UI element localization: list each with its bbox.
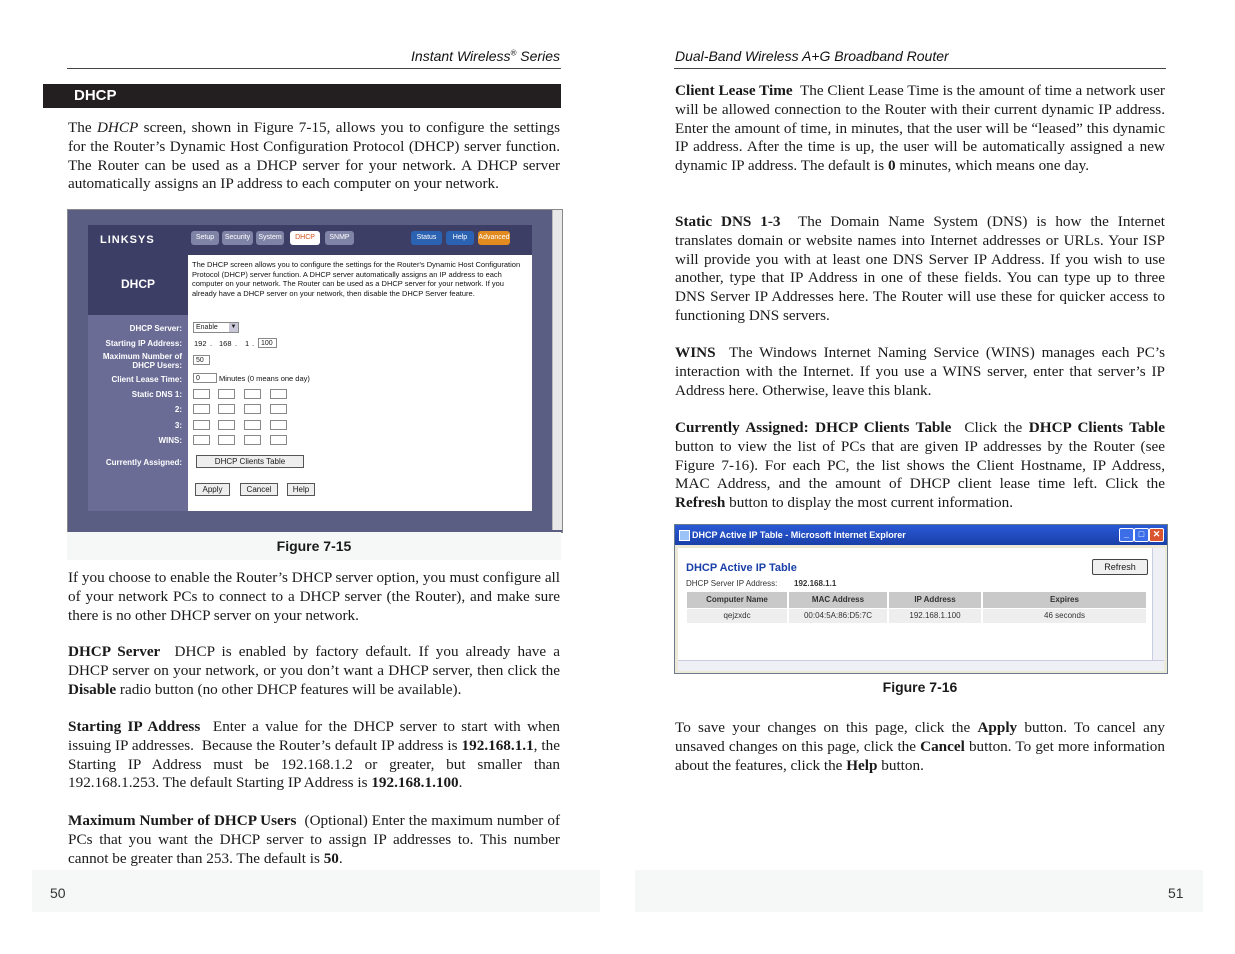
tab-advanced[interactable]: Advanced	[478, 231, 510, 245]
ip-dots-3: .	[252, 339, 255, 348]
refresh-button[interactable]: Refresh	[1092, 559, 1148, 575]
starting-ip-last-octet[interactable]: 100	[258, 338, 277, 348]
right-header-rule	[674, 68, 1166, 69]
label-dns3: 3:	[174, 421, 182, 430]
apply-ref: Apply	[977, 719, 1018, 736]
enable-paragraph: If you choose to enable the Router’s DHCP server option, you must configure all of your network PCs to connect to a DHCP server (the Router), and make sure there is no other DHCP server on your network.	[68, 569, 560, 624]
wins-paragraph	[675, 344, 1169, 400]
starting-ip-text-b: , the Starting IP Address must be 192.168.1.2 or greater, but smaller than 192.168.1.253. The default Starting IP Address is	[68, 736, 560, 792]
ip-part-2: 168	[219, 339, 232, 348]
router-form-panel	[188, 315, 532, 511]
ip-part-1: 192	[194, 339, 207, 348]
wins-term: WINS	[675, 344, 716, 361]
right-running-header: Dual-Band Wireless A+G Broadband Router	[675, 48, 949, 64]
ie-vertical-scrollbar[interactable]	[1152, 548, 1165, 660]
label-dns1: Static DNS 1:	[131, 390, 182, 399]
dns-term: Static DNS 1-3	[675, 213, 781, 230]
dhcp-server-paragraph	[68, 643, 564, 699]
left-header-rule	[67, 68, 561, 69]
figure-15-caption: Figure 7-15	[276, 538, 352, 554]
router-label-column	[88, 315, 188, 511]
cell-computer-name: qejzxdc	[687, 609, 787, 623]
apply-button[interactable]: Apply	[195, 483, 230, 496]
lease-default: 0	[888, 157, 896, 175]
lease-text-a: The Client Lease Time is the amount of time a network user will be allowed connection to the Router with their current dynamic IP address. Enter the amount of time, in minutes, that the user will be “leased” this dynamic IP address. After the time is up, the user will be automatically assigned a new dynamic IP address. The default is	[675, 82, 1169, 175]
wins-octet-4[interactable]	[270, 435, 287, 445]
wins-octet-2[interactable]	[218, 435, 235, 445]
left-running-header	[300, 48, 560, 64]
max-users-input[interactable]: 50	[193, 355, 210, 365]
left-page-shade	[32, 870, 600, 912]
wins-octet-3[interactable]	[244, 435, 261, 445]
clients-table-term: Currently Assigned: DHCP Clients Table	[675, 419, 952, 436]
dns2-octet-4[interactable]	[270, 404, 287, 414]
save-text-c: button. To get more information about the features, click the	[675, 737, 1165, 774]
wins-octet-1[interactable]	[193, 435, 210, 445]
save-paragraph	[675, 719, 1165, 775]
ie-app-icon	[679, 530, 690, 541]
left-page-number: 50	[50, 885, 66, 901]
label-max-users-1: Maximum Number of	[102, 352, 182, 361]
ie-heading: DHCP Active IP Table	[686, 562, 797, 574]
dns2-octet-1[interactable]	[193, 404, 210, 414]
starting-ip-text-c: .	[458, 774, 463, 792]
chevron-down-icon: ▼	[230, 324, 237, 330]
cell-expires: 46 seconds	[983, 609, 1146, 623]
clients-table-text-b: button to view the list of PCs that are given IP addresses by the Router (see Figure 7-16). For each PC, the list shows the Client Hostname, IP Address, MAC Address, and the amount of DHCP client lease time left. Click the	[675, 437, 1165, 493]
tab-setup[interactable]: Setup	[191, 231, 219, 245]
refresh-ref: Refresh	[675, 494, 726, 512]
dhcp-server-select[interactable]: Enable	[193, 322, 239, 333]
label-lease-time: Client Lease Time:	[111, 375, 182, 384]
dns2-octet-2[interactable]	[218, 404, 235, 414]
max-users-text-b: .	[338, 849, 343, 867]
linksys-logo: LINKSYS	[100, 234, 155, 246]
col-mac-address: MAC Address	[789, 592, 887, 608]
tab-help[interactable]: Help	[446, 231, 474, 245]
label-wins: WINS:	[158, 436, 182, 445]
ie-title-bar	[675, 525, 1167, 545]
label-max-users-2: DHCP Users:	[132, 361, 182, 370]
max-users-term: Maximum Number of DHCP Users	[68, 812, 297, 829]
right-page-shade	[635, 870, 1203, 912]
figure-16-caption: Figure 7-16	[882, 679, 958, 695]
col-ip-address: IP Address	[889, 592, 981, 608]
dns3-octet-2[interactable]	[218, 420, 235, 430]
router-dhcp-screenshot	[67, 209, 563, 533]
close-icon[interactable]: ✕	[1149, 528, 1164, 542]
intro-text-a: The	[68, 119, 97, 136]
lease-term: Client Lease Time	[675, 82, 793, 99]
router-title-panel	[88, 255, 188, 315]
label-dns2: 2:	[174, 405, 182, 414]
dns1-octet-3[interactable]	[244, 389, 261, 399]
starting-ip-text-a: Enter a value for the DHCP server to start with when issuing IP addresses. Because the Router’s default IP address is	[68, 718, 564, 754]
starting-ip-paragraph	[68, 718, 564, 793]
dhcp-server-text-b: radio button (no other DHCP features will be available).	[116, 680, 462, 698]
wins-text: The Windows Internet Naming Service (WINS) manages each PC’s interaction with the Internet. If you use a WINS server, enter that server’s IP Address here. Otherwise, leave this blank.	[675, 344, 1169, 399]
ip-dots-2: .	[235, 339, 238, 348]
save-text-b: button. To cancel any unsaved changes on this page, click the	[675, 719, 1166, 755]
section-title-bar	[43, 84, 561, 108]
dhcp-server-disable: Disable	[68, 680, 117, 698]
lease-time-input[interactable]: 0	[193, 373, 217, 383]
label-currently-assigned: Currently Assigned:	[105, 458, 182, 467]
header-text: Instant Wireless	[411, 48, 511, 64]
dns-paragraph	[675, 213, 1169, 326]
tab-status[interactable]: Status	[411, 231, 442, 245]
dhcp-server-term: DHCP Server	[68, 643, 161, 660]
ie-client-area	[675, 545, 1167, 673]
tab-security[interactable]: Security	[222, 231, 253, 245]
clients-table-button-ref: DHCP Clients Table	[1028, 419, 1165, 436]
ie-horizontal-scrollbar[interactable]	[678, 660, 1164, 671]
dhcp-clients-table-button[interactable]: DHCP Clients Table	[196, 455, 304, 468]
max-users-default: 50	[323, 849, 339, 867]
dns3-octet-4[interactable]	[270, 420, 287, 430]
help-ref: Help	[846, 756, 878, 774]
dhcp-server-text-a: DHCP is enabled by factory default. If you already have a DHCP server on your network, or you don’t want a DHCP server, then click the	[68, 643, 564, 679]
tab-dhcp[interactable]: DHCP	[290, 231, 320, 245]
save-text-d: button.	[877, 756, 924, 774]
section-title: DHCP	[74, 87, 117, 104]
ie-server-label: DHCP Server IP Address:	[686, 579, 778, 588]
router-top-bar	[88, 225, 532, 255]
tab-snmp[interactable]: SNMP	[325, 231, 354, 245]
ie-window-title: DHCP Active IP Table - Microsoft Internet Explorer	[692, 530, 906, 540]
help-button[interactable]: Help	[287, 483, 315, 496]
cell-mac-address: 00:04:5A:86:D5:7C	[789, 609, 887, 623]
minimize-icon[interactable]: _	[1119, 528, 1134, 542]
router-scrollbar[interactable]	[552, 210, 562, 530]
dns3-octet-3[interactable]	[244, 420, 261, 430]
label-starting-ip: Starting IP Address:	[105, 339, 182, 348]
right-page-number: 51	[1168, 885, 1184, 901]
clients-table-text-c: button to display the most current information.	[725, 494, 1014, 512]
default-starting-ip: 192.168.1.100	[371, 774, 459, 792]
intro-emphasis: DHCP	[96, 119, 139, 136]
col-expires: Expires	[983, 592, 1146, 608]
cancel-ref: Cancel	[920, 737, 965, 755]
ie-server-ip: 192.168.1.1	[794, 579, 837, 588]
intro-paragraph	[68, 119, 560, 194]
dns1-octet-4[interactable]	[270, 389, 287, 399]
ip-dots: .	[210, 339, 213, 348]
label-dhcp-server: DHCP Server:	[129, 324, 182, 333]
lease-hint: Minutes (0 means one day)	[219, 374, 310, 383]
header-registered-mark: ®	[510, 48, 517, 58]
dns1-octet-1[interactable]	[193, 389, 210, 399]
dns-text: The Domain Name System (DNS) is how the Internet translates domain or website names into Internet addresses or URLs. Your ISP will provide you with at least one DNS Server IP Address. If you wish to use another, type that IP Address in one of these fields. You can type up to three DNS Server IP Addresses here. The Router will use these for quicker access to functioning DNS servers.	[675, 213, 1169, 324]
maximize-icon[interactable]: □	[1134, 528, 1149, 542]
clients-table-paragraph	[675, 419, 1165, 513]
lease-paragraph	[675, 82, 1169, 176]
col-computer-name: Computer Name	[687, 592, 787, 608]
dns3-octet-1[interactable]	[193, 420, 210, 430]
dns1-octet-2[interactable]	[218, 389, 235, 399]
lease-text-b: minutes, which means one day.	[895, 157, 1090, 175]
intro-text-b: screen, shown in Figure 7-15, allows you to configure the settings for the Router’s Dynamic Host Configuration Protocol (DHCP) server function. The Router can be used as a DHCP server for your network. A DHCP server automatically assigns an IP address to each computer on your network.	[68, 119, 560, 193]
dhcp-active-ip-window	[674, 524, 1168, 674]
router-side-title: DHCP	[120, 277, 155, 291]
dns2-octet-3[interactable]	[244, 404, 261, 414]
router-description: The DHCP screen allows you to configure the settings for the Router's Dynamic Host Configuration Protocol (DHCP) server function. A DHCP server automatically assigns an IP address to each computer on your network. The Router can be used as a DHCP server for your network. If you already have a DHCP server on your network, then disable the DHCP Server feature.	[192, 260, 521, 298]
max-users-text-a: (Optional) Enter the maximum number of PCs that you want the DHCP server to assign IP addresses to. This number cannot be greater than 253. The default is	[68, 812, 564, 867]
router-default-ip: 192.168.1.1	[461, 736, 534, 754]
starting-ip-term: Starting IP Address	[68, 718, 201, 735]
max-users-paragraph	[68, 812, 564, 868]
header-series: Series	[516, 48, 560, 64]
save-text-a: To save your changes on this page, click the	[675, 719, 978, 736]
tab-system[interactable]: System	[256, 231, 284, 245]
ie-page	[678, 548, 1152, 660]
cancel-button[interactable]: Cancel	[240, 483, 278, 496]
router-description-panel	[188, 255, 532, 315]
ip-part-3: 1	[245, 339, 250, 348]
clients-table-text-a: Click the	[951, 419, 1029, 436]
cell-ip-address: 192.168.1.100	[889, 609, 981, 623]
